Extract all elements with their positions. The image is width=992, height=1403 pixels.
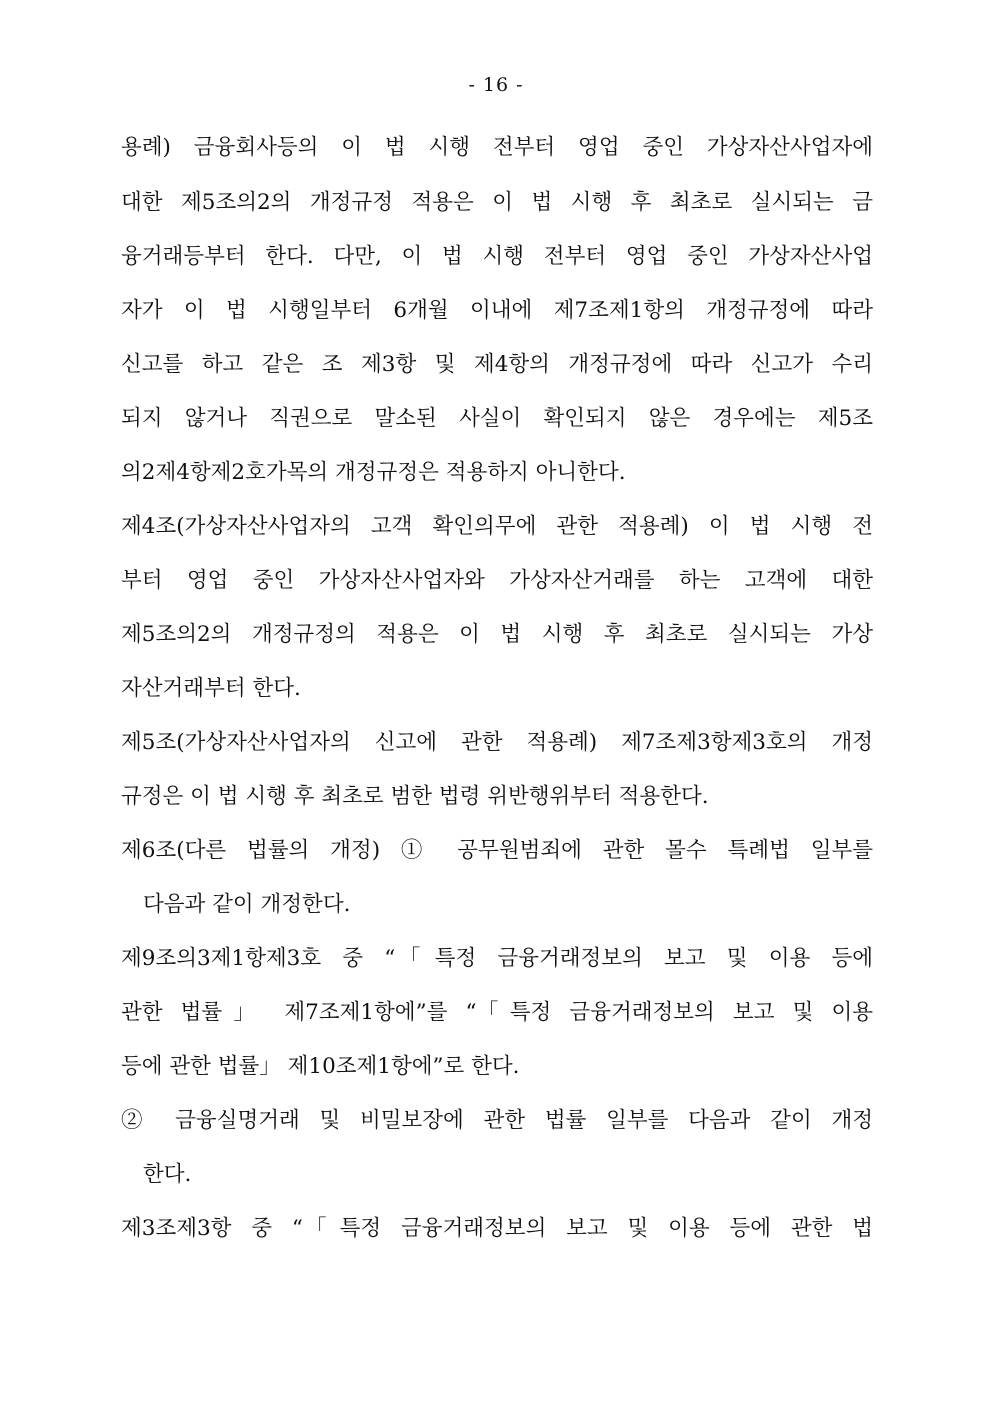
text-line: ② 금융실명거래 및 비밀보장에 관한 법률 일부를 다음과 같이 개정 — [121, 1108, 873, 1133]
text-line: 관한 법률」 제7조제1항에”를 “「특정 금융거래정보의 보고 및 이용 — [121, 1000, 873, 1025]
text-line: 제9조의3제1항제3호 중 “「특정 금융거래정보의 보고 및 이용 등에 — [121, 946, 873, 971]
text-line: 제3조제3항 중 “「특정 금융거래정보의 보고 및 이용 등에 관한 법 — [121, 1216, 873, 1241]
text-line: 제5조의2의 개정규정의 적용은 이 법 시행 후 최초로 실시되는 가상 — [121, 622, 873, 647]
text-line: 자가 이 법 시행일부터 6개월 이내에 제7조제1항의 개정규정에 따라 — [121, 298, 873, 323]
page-number: - 16 - — [468, 74, 524, 96]
text-line: 제4조(가상자산사업자의 고객 확인의무에 관한 적용례) 이 법 시행 전 — [121, 514, 873, 539]
text-line: 제6조(다른 법률의 개정) ① 공무원범죄에 관한 몰수 특례법 일부를 — [121, 838, 873, 863]
text-line: 대한 제5조의2의 개정규정 적용은 이 법 시행 후 최초로 실시되는 금 — [121, 190, 873, 215]
text-line: 자산거래부터 한다. — [121, 676, 301, 701]
text-line: 되지 않거나 직권으로 말소된 사실이 확인되지 않은 경우에는 제5조 — [121, 406, 873, 431]
text-line: 등에 관한 법률」 제10조제1항에”로 한다. — [121, 1054, 520, 1079]
text-line: 한다. — [143, 1162, 192, 1187]
text-line: 규정은 이 법 시행 후 최초로 범한 법령 위반행위부터 적용한다. — [121, 784, 709, 809]
text-line: 부터 영업 중인 가상자산사업자와 가상자산거래를 하는 고객에 대한 — [121, 568, 873, 593]
text-line: 다음과 같이 개정한다. — [143, 892, 351, 917]
text-line: 용례) 금융회사등의 이 법 시행 전부터 영업 중인 가상자산사업자에 — [121, 135, 873, 160]
text-line: 융거래등부터 한다. 다만, 이 법 시행 전부터 영업 중인 가상자산사업 — [121, 244, 873, 269]
text-line: 제5조(가상자산사업자의 신고에 관한 적용례) 제7조제3항제3호의 개정 — [121, 730, 873, 755]
text-line: 신고를 하고 같은 조 제3항 및 제4항의 개정규정에 따라 신고가 수리 — [121, 352, 873, 377]
text-line: 의2제4항제2호가목의 개정규정은 적용하지 아니한다. — [121, 460, 626, 485]
